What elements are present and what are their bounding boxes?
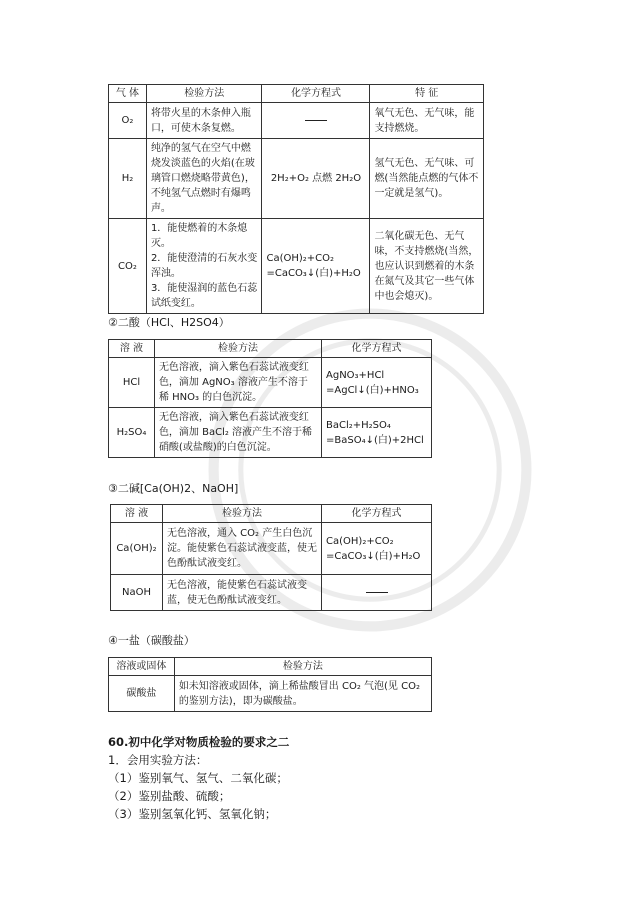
method-cell: 1．能使燃着的木条熄灭。 2．能使澄清的石灰水变浑浊。 3．能使湿润的蓝色石蕊试纸变红。: [146, 219, 262, 314]
method-cell: 如未知溶液或固体，滴上稀盐酸冒出 CO₂ 气泡(见 CO₂ 的鉴别方法)，即为碳酸盐。: [174, 676, 431, 712]
dash-mark: [366, 592, 388, 593]
equation-cell: Ca(OH)₂+CO₂ =CaCO₃↓(白)+H₂O: [322, 523, 432, 575]
feature-cell: 氧气无色、无气味，能支持燃烧。: [370, 103, 484, 139]
equation-cell: AgNO₃+HCl =AgCl↓(白)+HNO₃: [322, 358, 432, 408]
feature-cell: 二氧化碳无色、无气味，不支持燃烧(当然，也应认识到燃着的木条在氮气及其它一些气体中也会熄灭)。: [370, 219, 484, 314]
method-cell: 无色溶液，滴入紫色石蕊试液变红色，滴加 BaCl₂ 溶液产生不溶于稀硝酸(或盐酸)的白色沉淀。: [154, 408, 321, 458]
table-row: [109, 139, 484, 219]
body-line: （2）鉴别盐酸、硫酸；: [108, 789, 231, 803]
equation-cell: 2H₂+O₂ 点燃 2H₂O: [262, 139, 370, 219]
column-header: 检验方法: [146, 85, 262, 103]
feature-cell: 氢气无色、无气味、可燃(当然能点燃的气体不一定就是氢气)。: [370, 139, 484, 219]
base-name-cell: Ca(OH)₂: [111, 523, 163, 575]
column-header: 溶液或固体: [109, 658, 175, 676]
body-line: 1．会用实验方法：: [108, 753, 208, 767]
equation-cell: [322, 575, 432, 611]
table-header-row: [109, 658, 432, 676]
body-line: （3）鉴别氢氧化钙、氢氧化钠；: [108, 807, 277, 821]
table-header-row: [111, 505, 432, 523]
section-heading: 60.初中化学对物质检验的要求之二: [108, 735, 290, 749]
gas-name-cell: CO₂: [109, 219, 147, 314]
gas-name-cell: O₂: [109, 103, 147, 139]
base-name-cell: NaOH: [111, 575, 163, 611]
acid-test-table: [108, 339, 432, 458]
table-row: [109, 358, 432, 408]
method-cell: 将带火星的木条伸入瓶口，可使木条复燃。: [146, 103, 262, 139]
section-bases-title: ③二碱[Ca(OH)2、NaOH]: [108, 482, 239, 495]
column-header: 化学方程式: [262, 85, 370, 103]
salt-test-table: [108, 657, 432, 712]
column-header: 检验方法: [162, 505, 321, 523]
equation-cell: [262, 103, 370, 139]
table-row: [109, 103, 484, 139]
table-row: [111, 575, 432, 611]
dash-mark: [305, 120, 327, 121]
method-cell: 无色溶液，通入 CO₂ 产生白色沉淀。能使紫色石蕊试液变蓝，使无色酚酞试液变红。: [162, 523, 321, 575]
column-header: 溶 液: [109, 340, 155, 358]
base-test-table: [110, 504, 432, 611]
method-cell: 无色溶液，能使紫色石蕊试液变蓝，使无色酚酞试液变红。: [162, 575, 321, 611]
table-row: [111, 523, 432, 575]
gas-test-table: [108, 84, 484, 314]
column-header: 检验方法: [154, 340, 321, 358]
section-acids-title: ②二酸（HCl、H2SO4）: [108, 316, 230, 329]
column-header: 溶 液: [111, 505, 163, 523]
column-header: 特 征: [370, 85, 484, 103]
acid-name-cell: H₂SO₄: [109, 408, 155, 458]
column-header: 化学方程式: [322, 340, 432, 358]
equation-cell: Ca(OH)₂+CO₂ =CaCO₃↓(白)+H₂O: [262, 219, 370, 314]
column-header: 检验方法: [174, 658, 431, 676]
table-header-row: [109, 340, 432, 358]
table-row: [109, 408, 432, 458]
column-header: 气 体: [109, 85, 147, 103]
section-salt-title: ④一盐（碳酸盐）: [108, 634, 195, 647]
method-cell: 纯净的氢气在空气中燃烧发淡蓝色的火焰(在玻璃管口燃烧略带黄色)，不纯氢气点燃时有爆鸣声。: [146, 139, 262, 219]
salt-name-cell: 碳酸盐: [109, 676, 175, 712]
equation-cell: BaCl₂+H₂SO₄ =BaSO₄↓(白)+2HCl: [322, 408, 432, 458]
gas-name-cell: H₂: [109, 139, 147, 219]
acid-name-cell: HCl: [109, 358, 155, 408]
column-header: 化学方程式: [322, 505, 432, 523]
table-row: [109, 219, 484, 314]
method-cell: 无色溶液，滴入紫色石蕊试液变红色，滴加 AgNO₃ 溶液产生不溶于稀 HNO₃ 的白色沉淀。: [154, 358, 321, 408]
table-row: [109, 676, 432, 712]
body-line: （1）鉴别氧气、氢气、二氧化碳；: [108, 771, 288, 785]
table-header-row: [109, 85, 484, 103]
